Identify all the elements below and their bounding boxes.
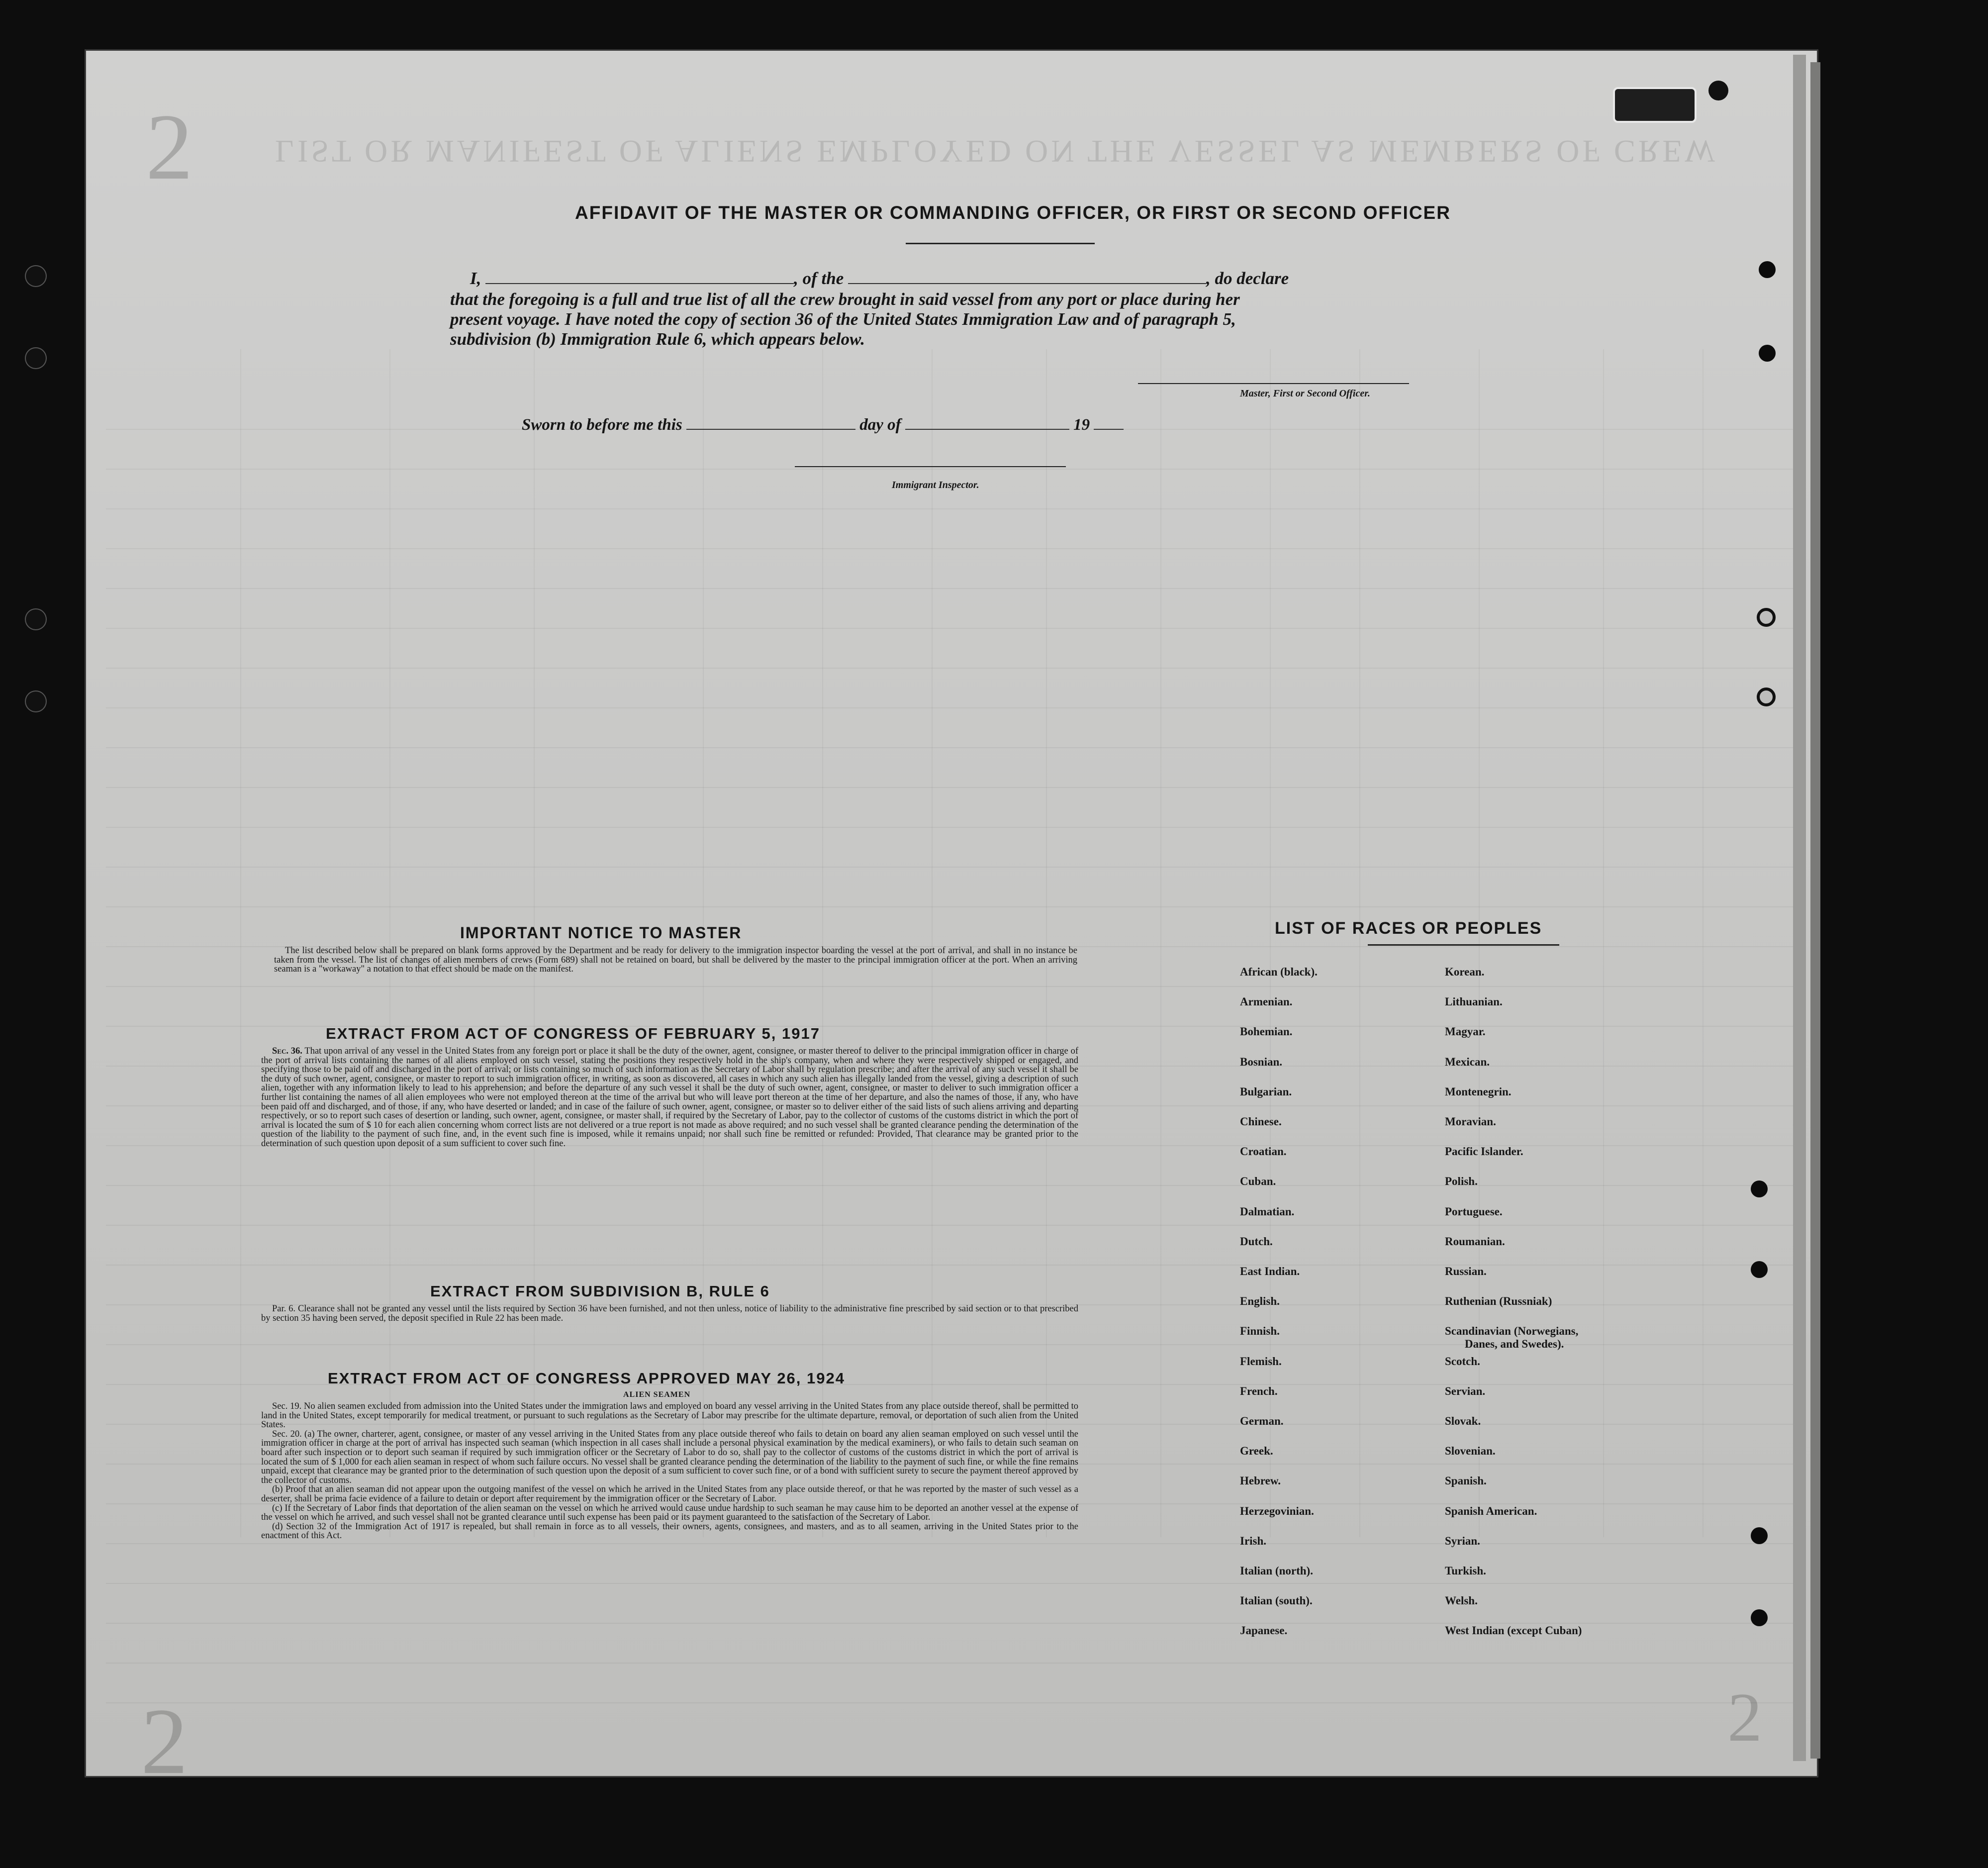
declarant-name-blank[interactable]	[485, 268, 794, 284]
ghost-row-line	[106, 867, 1797, 868]
race-right-22: Turkish.	[1445, 1565, 1486, 1577]
ghost-column-line	[1603, 349, 1604, 1537]
punch-hole	[1751, 1180, 1768, 1197]
declarant-of-label: , of the	[794, 269, 844, 288]
extract-rule6-text	[261, 1304, 1078, 1323]
race-left-13: Finnish.	[1240, 1325, 1280, 1338]
extract-1924-para-4: (c) If the Secretary of Labor finds that deportation of the alien seaman on the vessel on which he arrived would cause undue hardship to such seaman he may cause him to be deported an another vessel at the expense of the vessel on which he arrived, and such vessel shall not be granted clearance until such expense has been paid or its payment guaranteed to the satisfaction of the Secretary of Labor.	[261, 1503, 1078, 1523]
race-left-18: Hebrew.	[1240, 1475, 1281, 1487]
extract-1924-para-2: Sec. 20. (a) The owner, charterer, agent, consignee, or master of any vessel arriving in the United States from any place outside thereof who fails to detain on board any alien seaman employed on such vessel until the immigration officer in charge at the port of arrival has inspected such seaman (which inspection in all cases shall include a personal physical examination by the medical examiners), or who fails to detain such seaman on board after such inspection or to deport such seaman if required by such immigration officer or the Secretary of Labor to do so, shall pay to the collector of customs of the customs district in which the port of arrival is located the sum of $ 1,000 for each alien seaman in respect of whom such failure occurs. No vessel shall be granted clearance pending the determination of the liability to the payment of such fine, or while the fine remains unpaid, except that clearance may be granted prior to the determination of such question upon the deposit of a sum sufficient to cover such fine, or of a bond with sufficient surety to secure the payment thereof approved by the collector of customs.	[261, 1429, 1078, 1485]
ghost-manifest-title: LIST OR MANIFEST OF ALIENS EMPLOYED ON THE VESSEL AS MEMBERS OF CREW	[275, 134, 1718, 169]
rule6-paragraph: Par. 6. Clearance shall not be granted any vessel until the lists required by Section 36 have been furnished, and not then unless, notice of liability to the administrative fine prescribed by said section or to that prescribed by section 35 having been served, the deposit specified in Rule 22 has been made.	[261, 1304, 1078, 1323]
ghost-row-line	[106, 668, 1797, 669]
punch-hole	[1759, 345, 1776, 362]
page-edge-2	[1810, 62, 1820, 1759]
ghost-column-line	[1359, 349, 1360, 1537]
punch-hole-reinforced	[1757, 688, 1776, 706]
race-left-23: Japanese.	[1240, 1624, 1288, 1637]
ghost-column-line	[1046, 349, 1047, 1537]
ghost-column-line	[1703, 349, 1704, 1537]
affidavit-line-4: subdivision (b) Immigration Rule 6, which appears below.	[450, 329, 865, 349]
punch-hole	[1751, 1261, 1768, 1278]
notice-heading: IMPORTANT NOTICE TO MASTER	[460, 924, 742, 942]
race-left-12: English.	[1240, 1295, 1280, 1308]
race-left-8: Cuban.	[1240, 1175, 1276, 1188]
affidavit-line-1	[470, 268, 1289, 289]
master-signature-line[interactable]	[1138, 383, 1409, 384]
sworn-month-blank[interactable]	[905, 414, 1069, 430]
race-right-7: Pacific Islander.	[1445, 1145, 1523, 1158]
sworn-day-of: day of	[859, 416, 901, 434]
ghost-row-line	[106, 548, 1797, 549]
race-left-16: German.	[1240, 1415, 1284, 1427]
punch-hole-top	[1708, 81, 1728, 100]
race-right-18: Slovenian.	[1445, 1445, 1496, 1458]
manifest-page	[86, 51, 1817, 1776]
race-right-11: Russian.	[1445, 1265, 1487, 1278]
race-left-2: Armenian.	[1240, 995, 1293, 1008]
declarant-prefix: I,	[470, 269, 481, 288]
race-left-14: Flemish.	[1240, 1355, 1282, 1368]
sworn-date-blank[interactable]	[686, 414, 855, 430]
notice-text	[274, 946, 1077, 974]
race-left-11: East Indian.	[1240, 1265, 1300, 1278]
affidavit-line-3: present voyage. I have noted the copy of section 36 of the United States Immigration Law and of paragraph 5,	[450, 309, 1236, 329]
extract-1924-para-1: Sec. 19. No alien seamen excluded from admission into the United States under the immigration laws and employed on board any vessel arriving in the United States from any place outside thereof, shall be permitted to land in the United States, except temporarily for medical treatment, or pursuant to such regulations as the Secretary of Labor may prescribe for the ultimate departure, removal, or deportation of such alien from the United States.	[261, 1401, 1078, 1430]
ghost-page-number-bottom: 2	[141, 1689, 188, 1776]
race-right-12: Ruthenian (Russniak)	[1445, 1295, 1552, 1308]
ghost-page-number-top: 2	[146, 95, 193, 199]
race-right-6: Moravian.	[1445, 1115, 1496, 1128]
affidavit-title: AFFIDAVIT OF THE MASTER OR COMMANDING OFFICER, OR FIRST OR SECOND OFFICER	[575, 202, 1451, 223]
race-right-8: Polish.	[1445, 1175, 1478, 1188]
ghost-row-line	[106, 827, 1797, 828]
extract-1924-para-3: (b) Proof that an alien seaman did not appear upon the outgoing manifest of the vessel on which he arrived in the United States from any place outside thereof, or that he was reported by the master of such vessel as a deserter, shall be prima facie evidence of a failure to detain or deport after requirement by the immigration officer or the Secretary of Labor.	[261, 1484, 1078, 1504]
ghost-row-line	[106, 747, 1797, 748]
races-underline	[1368, 944, 1559, 946]
race-right-10: Roumanian.	[1445, 1235, 1505, 1248]
section-36-body: That upon arrival of any vessel in the United States from any foreign port or place it shall be the duty of the owner, agent, consignee, or master thereof to deliver to the principal immigration officer in charge of the port of arrival lists containing the names of all aliens employed on such vessel, stating the positions they respectively hold in the ship's company, when and where they were respectively shipped or engaged, and specifying those to be paid off and discharged in the port of arrival; or lists containing so much of such information as the Secretary of Labor shall by regulation prescribe; and after the arrival of any such vessel it shall be the duty of such owner, agent, consignee, or master to report to such immigration officer, in writing, as soon as discovered, all cases in which any such alien has illegally landed from the vessel, giving a description of such alien, together with any information likely to lead to his apprehension; and before the departure of any such vessel it shall be the duty of such owner, agent, consignee, or master to deliver to such immigration officer a further list containing the names of all alien employees who were not employed thereon at the time of the arrival but who will leave port thereon at the time of her departure, and also the names of those, if any, who have been paid off and discharged, and of those, if any, who have deserted or landed; and in case of the failure of such owner, agent, consignee, or master so to deliver either of the said lists of such aliens arriving and departing respectively, or so to report such cases of desertion or landing, such owner, agent, consignee, or master shall, if required by the Secretary of Labor, pay to the collector of customs of the customs district in which the port of arrival is located the sum of $ 10 for each alien concerning whom correct lists are not delivered or a true report is not made as above required; and no such vessel shall be granted clearance pending the determination of the question of the liability to the payment of such fine, and, in the event such fine is imposed, while it remains unpaid; nor shall such fine be remitted or refunded: Provided, That clearance may be granted prior to the determination of such question upon deposit of a sum sufficient to cover such fine.	[261, 1046, 1078, 1149]
extract-1917-text	[261, 1047, 1078, 1149]
race-left-7: Croatian.	[1240, 1145, 1287, 1158]
race-right-23: Welsh.	[1445, 1594, 1478, 1607]
affidavit-line-2: that the foregoing is a full and true list of all the crew brought in said vessel from any port or place during her	[450, 290, 1240, 309]
race-right-2: Lithuanian.	[1445, 995, 1503, 1008]
race-right-16: Servian.	[1445, 1384, 1486, 1397]
race-right-20: Spanish American.	[1445, 1504, 1537, 1517]
ghost-row-line	[106, 1265, 1797, 1266]
ghost-row-line	[106, 707, 1797, 708]
ghost-row-line	[106, 1185, 1797, 1186]
sworn-year: 19	[1073, 416, 1090, 434]
race-left-21: Italian (north).	[1240, 1565, 1313, 1577]
ghost-column-line	[822, 349, 823, 1537]
inspector-label: Immigrant Inspector.	[892, 480, 979, 491]
ghost-column-line	[534, 349, 535, 1537]
race-left-9: Dalmatian.	[1240, 1205, 1295, 1218]
ghost-column-line	[240, 349, 241, 1537]
punch-hole-reinforced	[1757, 608, 1776, 627]
binder-hole	[26, 609, 46, 629]
race-left-10: Dutch.	[1240, 1235, 1273, 1248]
race-left-15: French.	[1240, 1384, 1278, 1397]
ghost-row-line	[106, 469, 1797, 470]
ghost-row-line	[106, 1702, 1797, 1703]
title-underline	[906, 243, 1095, 244]
ghost-column-line	[932, 349, 933, 1537]
extract-1917-heading: EXTRACT FROM ACT OF CONGRESS OF FEBRUARY 5, 1917	[326, 1025, 820, 1042]
master-label: Master, First or Second Officer.	[1240, 388, 1370, 399]
punch-hole	[1759, 261, 1776, 278]
alien-seamen-subheading: ALIEN SEAMEN	[623, 1390, 691, 1399]
race-left-5: Bulgarian.	[1240, 1085, 1292, 1098]
ghost-row-line	[106, 1663, 1797, 1664]
ghost-row-line	[106, 1225, 1797, 1226]
punch-hole	[1751, 1609, 1768, 1626]
race-right-9: Portuguese.	[1445, 1205, 1503, 1218]
ghost-row-line	[106, 906, 1797, 907]
sworn-line	[522, 414, 1124, 434]
inspector-signature-line[interactable]	[795, 466, 1066, 467]
section-36-label: Sec. 36.	[272, 1046, 302, 1056]
declare-label: , do declare	[1206, 269, 1289, 288]
race-right-13: Scandinavian (Norwegians,	[1445, 1325, 1579, 1338]
sworn-year-blank[interactable]	[1094, 414, 1124, 430]
race-left-20: Irish.	[1240, 1534, 1267, 1547]
ghost-row-line	[106, 628, 1797, 629]
race-left-6: Chinese.	[1240, 1115, 1282, 1128]
race-right-17: Slovak.	[1445, 1415, 1481, 1427]
race-left-22: Italian (south).	[1240, 1594, 1313, 1607]
race-right-14: Danes, and Swedes).	[1465, 1338, 1564, 1351]
ghost-column-line	[389, 349, 390, 1537]
race-right-3: Magyar.	[1445, 1025, 1486, 1038]
ghost-row-line	[106, 1543, 1797, 1544]
notice-paragraph: The list described below shall be prepared on blank forms approved by the Department and be ready for delivery to the immigration inspector boarding the vessel at the port of arrival, and shall in no instance be taken from the vessel. The list of changes of alien members of crews (Form 689) shall not be retained on board, but shall be delivered by the master to the principal immigration officer at the port. When an arriving seaman is a "workaway" a notation to that effect should be made on the manifest.	[274, 946, 1077, 975]
ghost-column-line	[703, 349, 704, 1537]
extract-1924-heading: EXTRACT FROM ACT OF CONGRESS APPROVED MAY 26, 1924	[328, 1370, 845, 1387]
ink-stamp	[1613, 87, 1697, 123]
vessel-name-blank[interactable]	[848, 268, 1206, 284]
ghost-row-line	[106, 588, 1797, 589]
extract-rule6-heading: EXTRACT FROM SUBDIVISION B, RULE 6	[430, 1282, 770, 1300]
ghost-row-line	[106, 508, 1797, 509]
race-left-17: Greek.	[1240, 1445, 1273, 1458]
ghost-column-line	[1160, 349, 1161, 1537]
race-left-4: Bosnian.	[1240, 1055, 1283, 1068]
race-right-15: Scotch.	[1445, 1355, 1480, 1368]
ghost-page-number-right: 2	[1727, 1679, 1762, 1756]
race-right-19: Spanish.	[1445, 1475, 1487, 1487]
ghost-row-line	[106, 1583, 1797, 1584]
extract-1924-para-5: (d) Section 32 of the Immigration Act of 1917 is repealed, but shall remain in force as to all vessels, their owners, agents, consignees, and masters, and as to all seamen, arriving in the United States prior to the enactment of this Act.	[261, 1521, 1078, 1541]
binder-hole	[26, 266, 46, 286]
race-right-24: West Indian (except Cuban)	[1445, 1624, 1582, 1637]
race-left-1: African (black).	[1240, 966, 1318, 978]
ghost-row-line	[106, 986, 1797, 987]
punch-hole	[1751, 1527, 1768, 1544]
race-right-1: Korean.	[1445, 966, 1485, 978]
race-left-19: Herzegovinian.	[1240, 1504, 1314, 1517]
extract-1924-text	[261, 1402, 1078, 1541]
page-edge-1	[1793, 55, 1806, 1761]
race-right-21: Syrian.	[1445, 1534, 1480, 1547]
race-left-3: Bohemian.	[1240, 1025, 1293, 1038]
binder-hole	[26, 348, 46, 368]
races-heading: LIST OF RACES OR PEOPLES	[1275, 919, 1542, 938]
sworn-prefix: Sworn to before me this	[522, 416, 682, 434]
race-right-5: Montenegrin.	[1445, 1085, 1512, 1098]
binder-hole	[26, 691, 46, 711]
ghost-row-line	[106, 787, 1797, 788]
race-right-4: Mexican.	[1445, 1055, 1490, 1068]
